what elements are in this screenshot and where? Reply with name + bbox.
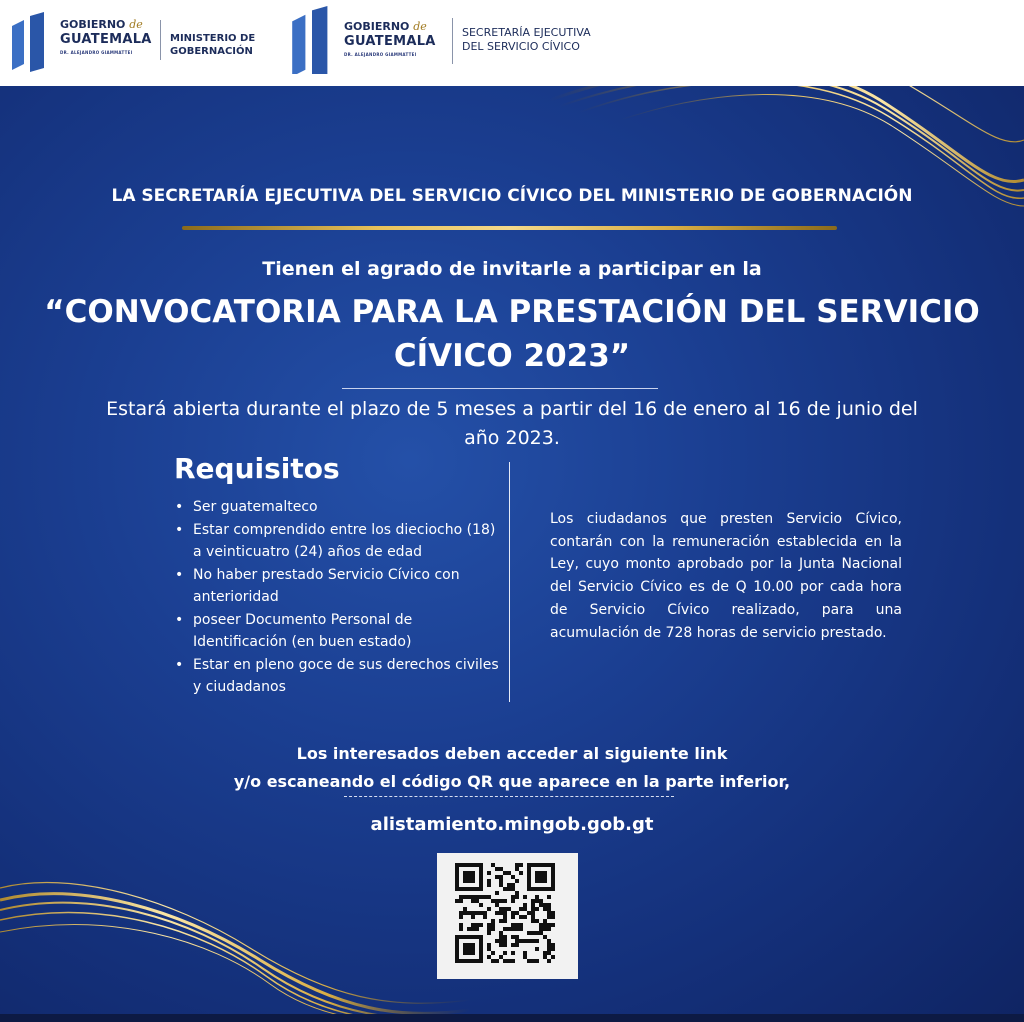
qr-code-icon [437, 853, 578, 979]
remuneracion-text: Los ciudadanos que presten Servicio Cívico, contarán con la remuneración establecida en la Ley, cuyo monto aprobado por la Junta Nacional del Servicio Cívico es de Q 10.00 por cada hora de Servicio Cívico realizado, para una acumulación de 728 horas de servicio prestado. [550, 511, 902, 641]
logo1-gobierno: GOBIERNO [60, 18, 126, 31]
gold-divider [182, 226, 837, 230]
instructions [0, 740, 1024, 796]
logo2-entity [462, 26, 591, 54]
logo1-de: de [129, 18, 143, 31]
requisitos-list [173, 496, 503, 699]
logo-gobierno-ministerio [10, 8, 280, 74]
logo1-entity [170, 32, 255, 58]
logo2-gobierno: GOBIERNO [344, 20, 410, 33]
instructions-line1: Los interesados deben acceder al siguiente link [296, 744, 728, 763]
logo2-guatemala: GUATEMALA [344, 34, 436, 49]
logo1-president: DR. ALEJANDRO GIAMMATTEI [60, 50, 133, 55]
logo1-guatemala: GUATEMALA [60, 32, 152, 47]
logo1-entity-line1: MINISTERIO DE [170, 33, 256, 44]
title-underline [342, 388, 658, 389]
plazo-text: Estará abierta durante el plazo de 5 meses a partir del 16 de enero al 16 de junio del año 2023. [106, 398, 918, 449]
invite-text: Tienen el agrado de invitarle a participar en la [262, 258, 762, 280]
gold-wave-bottom-icon [0, 860, 470, 1020]
header-bar [0, 0, 1024, 86]
logo-gobierno-secretaria [290, 8, 630, 74]
logo2-entity-line1: SECRETARÍA EJECUTIVA [462, 26, 591, 39]
logo1-separator [160, 20, 161, 60]
logo2-entity-line2: DEL SERVICIO CÍVICO [462, 40, 580, 53]
list-item: • No haber prestado Servicio Cívico con anterioridad [173, 564, 503, 609]
logo2-president: DR. ALEJANDRO GIAMMATTEI [344, 52, 417, 57]
logo2-de: de [413, 20, 427, 33]
registration-link[interactable]: alistamiento.mingob.gob.gt [370, 814, 654, 835]
institution-title: LA SECRETARÍA EJECUTIVA DEL SERVICIO CÍVICO DEL MINISTERIO DE GOBERNACIÓN [111, 186, 913, 206]
list-item: • Estar en pleno goce de sus derechos civiles y ciudadanos [173, 654, 503, 699]
column-divider [509, 462, 510, 702]
logo2-separator [452, 18, 453, 64]
list-item: • Estar comprendido entre los dieciocho (18) a veinticuatro (24) años de edad [173, 519, 503, 564]
list-item: • Ser guatemalteco [173, 496, 503, 519]
instructions-line2: y/o escaneando el código QR que aparece en la parte inferior, [233, 772, 791, 791]
guatemala-bars-icon [290, 4, 334, 74]
qr-code-box[interactable] [437, 853, 578, 979]
list-item: • poseer Documento Personal de Identificación (en buen estado) [173, 609, 503, 654]
convocatoria-title: “CONVOCATORIA PARA LA PRESTACIÓN DEL SERVICIO CÍVICO 2023” [44, 294, 980, 374]
guatemala-bars-icon [10, 12, 50, 72]
logo1-entity-line2: GOBERNACIÓN [170, 46, 253, 57]
requisitos-title: Requisitos [174, 452, 340, 485]
bottom-strip [0, 1014, 1024, 1022]
dashed-divider [344, 796, 674, 797]
